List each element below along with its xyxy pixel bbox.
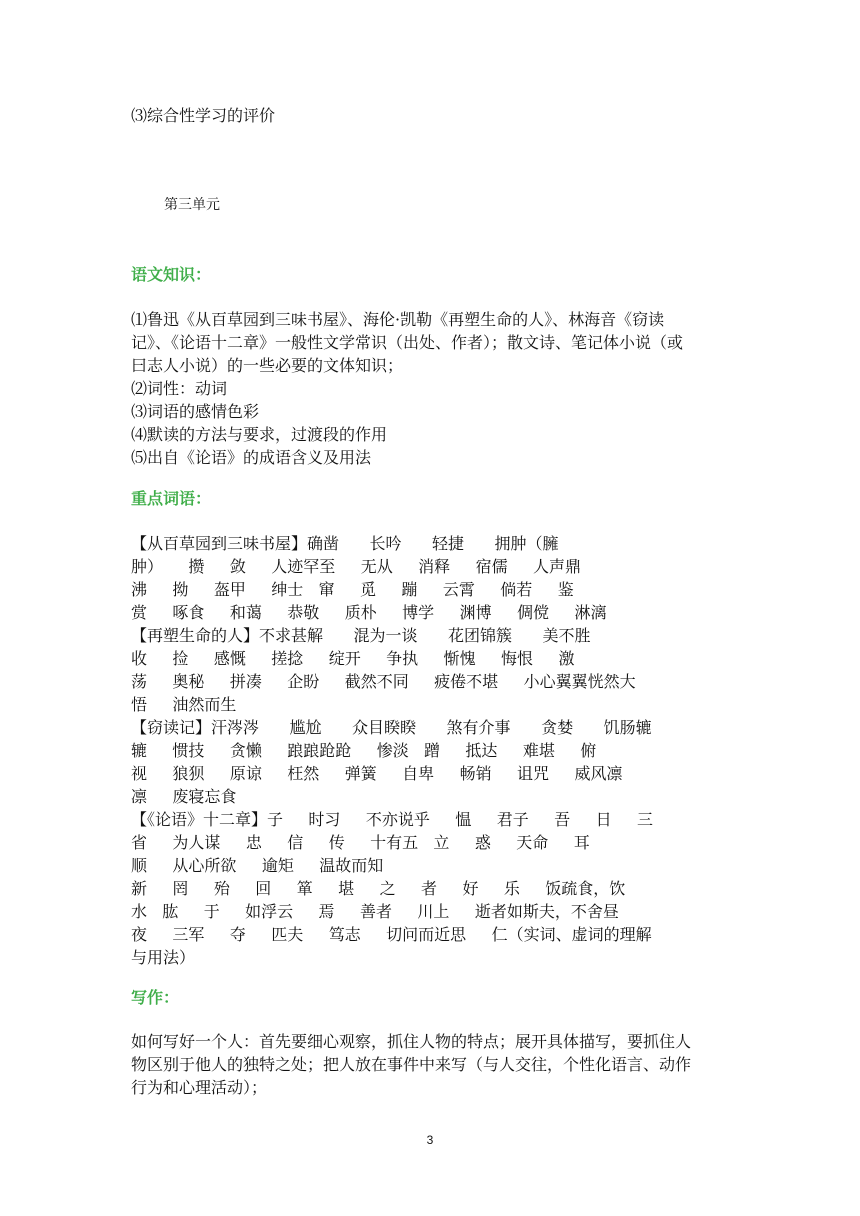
header-item: ⑶综合性学习的评价 xyxy=(131,106,276,125)
text-line: 【《论语》十二章】子 时习 不亦说乎 愠 君子 吾 日 三 xyxy=(131,810,654,829)
text-line: 物区别于他人的独特之处；把人放在事件中来写（与人交往，个性化语言、动作 xyxy=(131,1055,692,1074)
vocab-heading: 重点词语： xyxy=(131,489,212,508)
knowledge-heading: 语文知识： xyxy=(131,265,212,284)
text-line: 行为和心理活动）； xyxy=(131,1078,268,1097)
text-line: ⑵词性：动词 xyxy=(131,379,228,398)
text-line: 视 狼狈 原谅 枉然 弹簧 自卑 畅销 诅咒 威风凛 xyxy=(131,764,623,783)
text-line: 肿） 攒 敛 人迹罕至 无从 消释 宿儒 人声鼎 xyxy=(131,557,582,576)
vocab-body xyxy=(131,532,733,969)
text-line: 悟 油然而生 xyxy=(131,695,237,714)
text-line: ⑸出自《论语》的成语含义及用法 xyxy=(131,448,372,467)
knowledge-body xyxy=(131,308,733,469)
text-line: 与用法） xyxy=(131,948,196,967)
writing-body xyxy=(131,1030,733,1099)
text-line: 【再塑生命的人】不求甚解 混为一谈 花团锦簇 美不胜 xyxy=(131,626,591,645)
text-line: 夜 三军 夺 匹夫 笃志 切问而近思 仁（实词、虚词的理解 xyxy=(131,925,652,944)
text-line: 凛 废寝忘食 xyxy=(131,787,237,806)
unit-title: 第三单元 xyxy=(164,197,220,213)
text-line: 荡 奥秘 拼凑 企盼 截然不同 疲倦不堪 小心翼翼恍然大 xyxy=(131,672,636,691)
text-line: 【窃读记】汗涔涔 尴尬 众目睽睽 煞有介事 贪婪 饥肠辘 xyxy=(131,718,652,737)
text-line: 如何写好一个人：首先要细心观察，抓住人物的特点；展开具体描写，要抓住人 xyxy=(131,1032,692,1051)
text-line: 水 肱 于 如浮云 焉 善者 川上 逝者如斯夫，不舍昼 xyxy=(131,902,619,921)
text-line: 【从百草园到三味书屋】确凿 长吟 轻捷 拥肿（臃 xyxy=(131,534,559,553)
text-line: 收 捡 感慨 搓捻 绽开 争执 惭愧 悔恨 激 xyxy=(131,649,575,668)
page-number: 3 xyxy=(426,1133,434,1147)
text-line: 沸 拗 盔甲 绅士 窜 觅 蹦 云霄 倘若 鉴 xyxy=(131,580,574,599)
text-line: ⑴鲁迅《从百草园到三味书屋》、海伦·凯勒《再塑生命的人》、林海音《窃读 xyxy=(131,310,665,329)
text-line: 赏 啄食 和蔼 恭敬 质朴 博学 渊博 倜傥 淋漓 xyxy=(131,603,607,622)
writing-heading: 写作： xyxy=(131,988,180,1007)
text-line: 记》、《论语十二章》一般性文学常识（出处、作者）；散文诗、笔记体小说（或 xyxy=(131,333,684,352)
text-line: 新 罔 殆 回 箪 堪 之 者 好 乐 饭疏食，饮 xyxy=(131,879,626,898)
text-line: ⑷默读的方法与要求，过渡段的作用 xyxy=(131,425,388,444)
text-line: ⑶词语的感情色彩 xyxy=(131,402,260,421)
text-line: 辘 惯技 贪懒 踉踉跄跄 惨淡 蹭 抵达 难堪 俯 xyxy=(131,741,597,760)
text-line: 省 为人谋 忠 信 传 十有五 立 惑 天命 耳 xyxy=(131,833,590,852)
text-line: 顺 从心所欲 逾矩 温故而知 xyxy=(131,856,384,875)
text-line: 曰志人小说）的一些必要的文体知识； xyxy=(131,356,404,375)
